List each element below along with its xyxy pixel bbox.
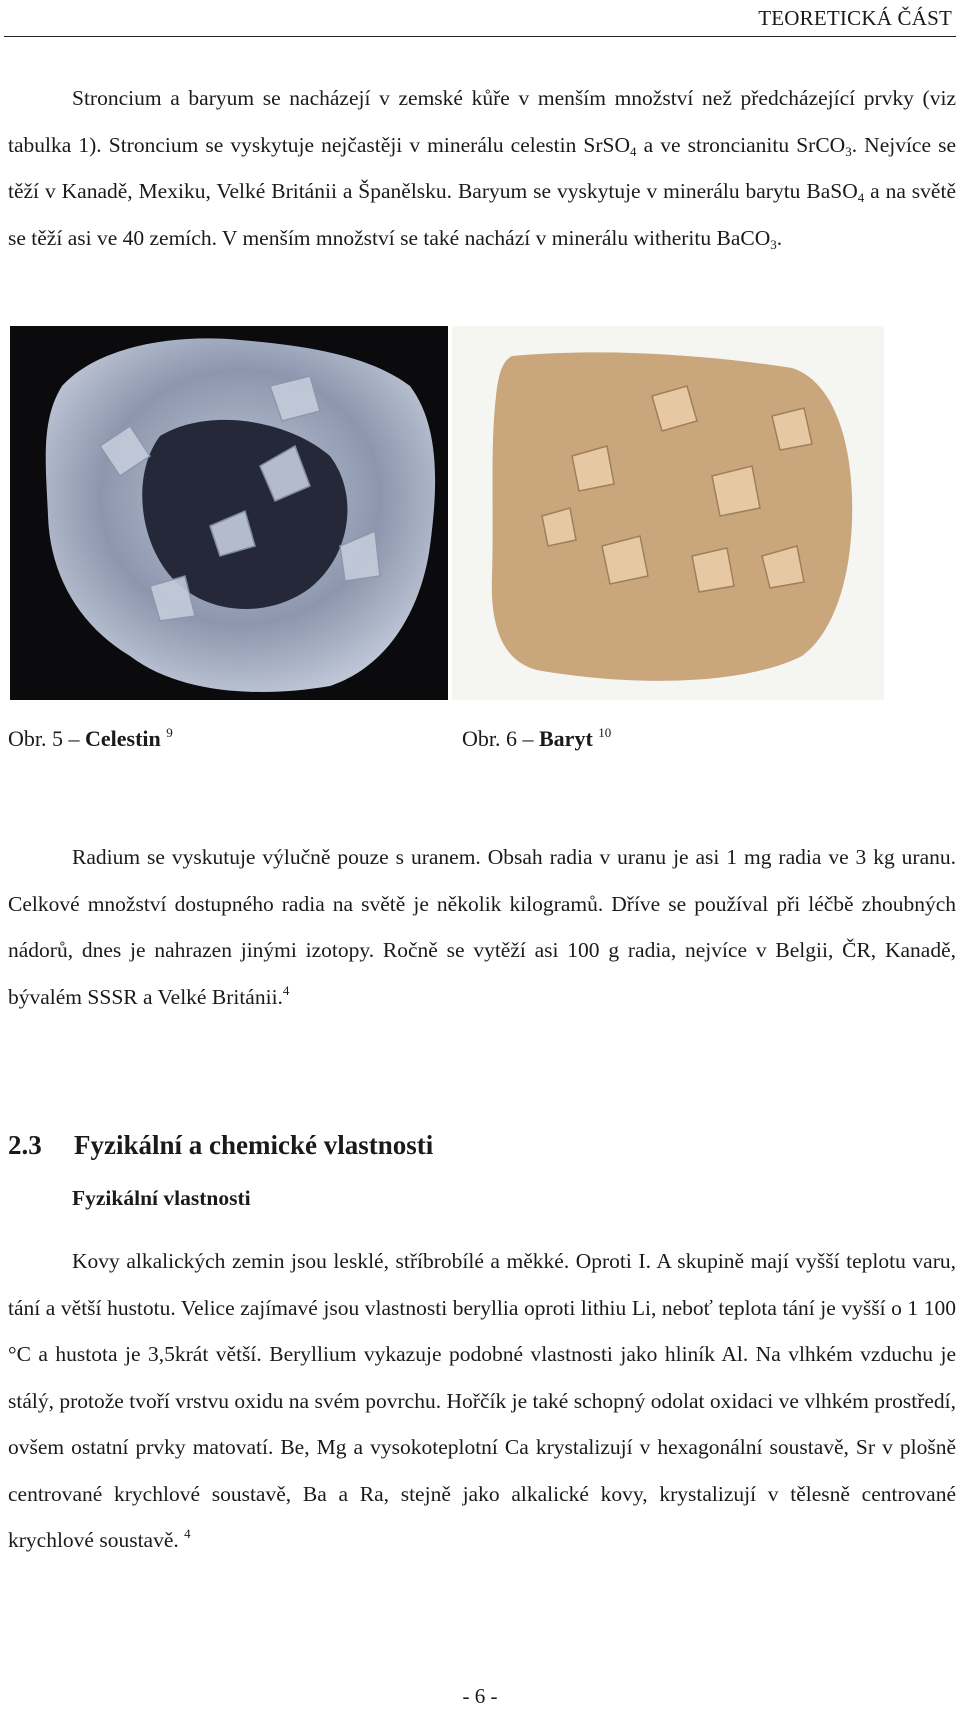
paragraph-text: Radium se vyskutuje výlučně pouze s uranem. Obsah radia v uranu je asi 1 mg radia ve 3 kg uranu. Celkové množství dostupného radia na světě je několik kilogramů. Dříve se používal při léčbě zhoubných nádorů, dnes je nahrazen jinými izotopy. Ročně se vytěží asi 100 g radia, nejvíce v Belgii, ČR, Kanadě, bývalém SSSR a Velké Británii. <box>8 845 956 1009</box>
paragraph-text: Kovy alkalických zemin jsou lesklé, stříbrobílé a měkké. Oproti I. A skupině mají vyšší teplotu varu, tání a větší hustotu. Velice zajímavé jsou vlastnosti beryllia oproti lithiu Li, neboť teplota tání je vyšší o 1 100 °C a hustota je 3,5krát větší. Beryllium vykazuje podobné vlastnosti jako hliník Al. Na vlhkém vzduchu je stálý, protože tvoří vrstvu oxidu na svém povrchu. Hořčík je také schopný odolat oxidaci ve vlhkém prostředí, ovšem ostatní prvky matovatí. Be, Mg a vysokoteplotní Ca krystalizují v hexagonální soustavě, Sr v plošně centrované krychlové soustavě, Ba a Ra, stejně jako alkalické kovy, krystalizují v tělesně centrované krychlové soustavě. <box>8 1249 956 1552</box>
caption-prefix: Obr. 5 – <box>8 726 85 751</box>
celestin-photo <box>10 326 448 700</box>
section-title: Fyzikální a chemické vlastnosti <box>74 1130 434 1160</box>
subscript: 3 <box>845 143 852 159</box>
section-heading <box>8 1130 433 1161</box>
figure-5-caption <box>8 726 173 752</box>
paragraph-text: . Nejvíce se těží v Kanadě, Mexiku, Velké Británii a Španělsku. Baryum se vyskytuje v minerálu barytu BaSO <box>8 132 957 203</box>
section-number: 2.3 <box>8 1130 42 1160</box>
baryt-photo <box>452 326 884 700</box>
crystal-block <box>692 548 734 592</box>
reference-number: 4 <box>282 982 290 998</box>
header-title: TEORETICKÁ ČÁST <box>758 6 952 30</box>
paragraph-text: a ve stroncianitu SrCO <box>636 132 846 157</box>
paragraph-text: a na světě se těží asi ve 40 zemích. V menším množství se také nachází v minerálu witheritu BaCO <box>8 179 956 250</box>
caption-reference: 9 <box>166 725 173 740</box>
page-number: - 6 - <box>462 1684 498 1708</box>
baryt-mineral-image <box>452 326 884 700</box>
paragraph-text: Stroncium a baryum se nacházejí v zemské kůře v menším množství než předcházející prvky (viz tabulka 1). Stroncium se vyskytuje nejčastěji v minerálu celestin SrSO <box>8 86 956 157</box>
crystal-block <box>772 408 812 450</box>
paragraph-strontium-barium <box>8 75 956 261</box>
paragraph-text: . <box>776 225 783 250</box>
subscript: 4 <box>630 143 637 159</box>
caption-reference: 10 <box>598 725 612 740</box>
figure-6-caption <box>462 726 611 752</box>
caption-prefix: Obr. 6 – <box>462 726 539 751</box>
paragraph-radium <box>8 834 956 1020</box>
crystal-block <box>712 466 760 516</box>
caption-name: Celestin <box>85 726 161 751</box>
celestin-mineral-image <box>10 326 448 700</box>
subscript: 4 <box>857 190 865 205</box>
subsection-heading: Fyzikální vlastnosti <box>72 1186 251 1210</box>
reference-number: 4 <box>184 1526 191 1541</box>
paragraph-physical-properties <box>8 1238 956 1564</box>
page-header <box>4 0 956 37</box>
subscript: 3 <box>770 236 777 252</box>
caption-name: Baryt <box>539 726 593 751</box>
